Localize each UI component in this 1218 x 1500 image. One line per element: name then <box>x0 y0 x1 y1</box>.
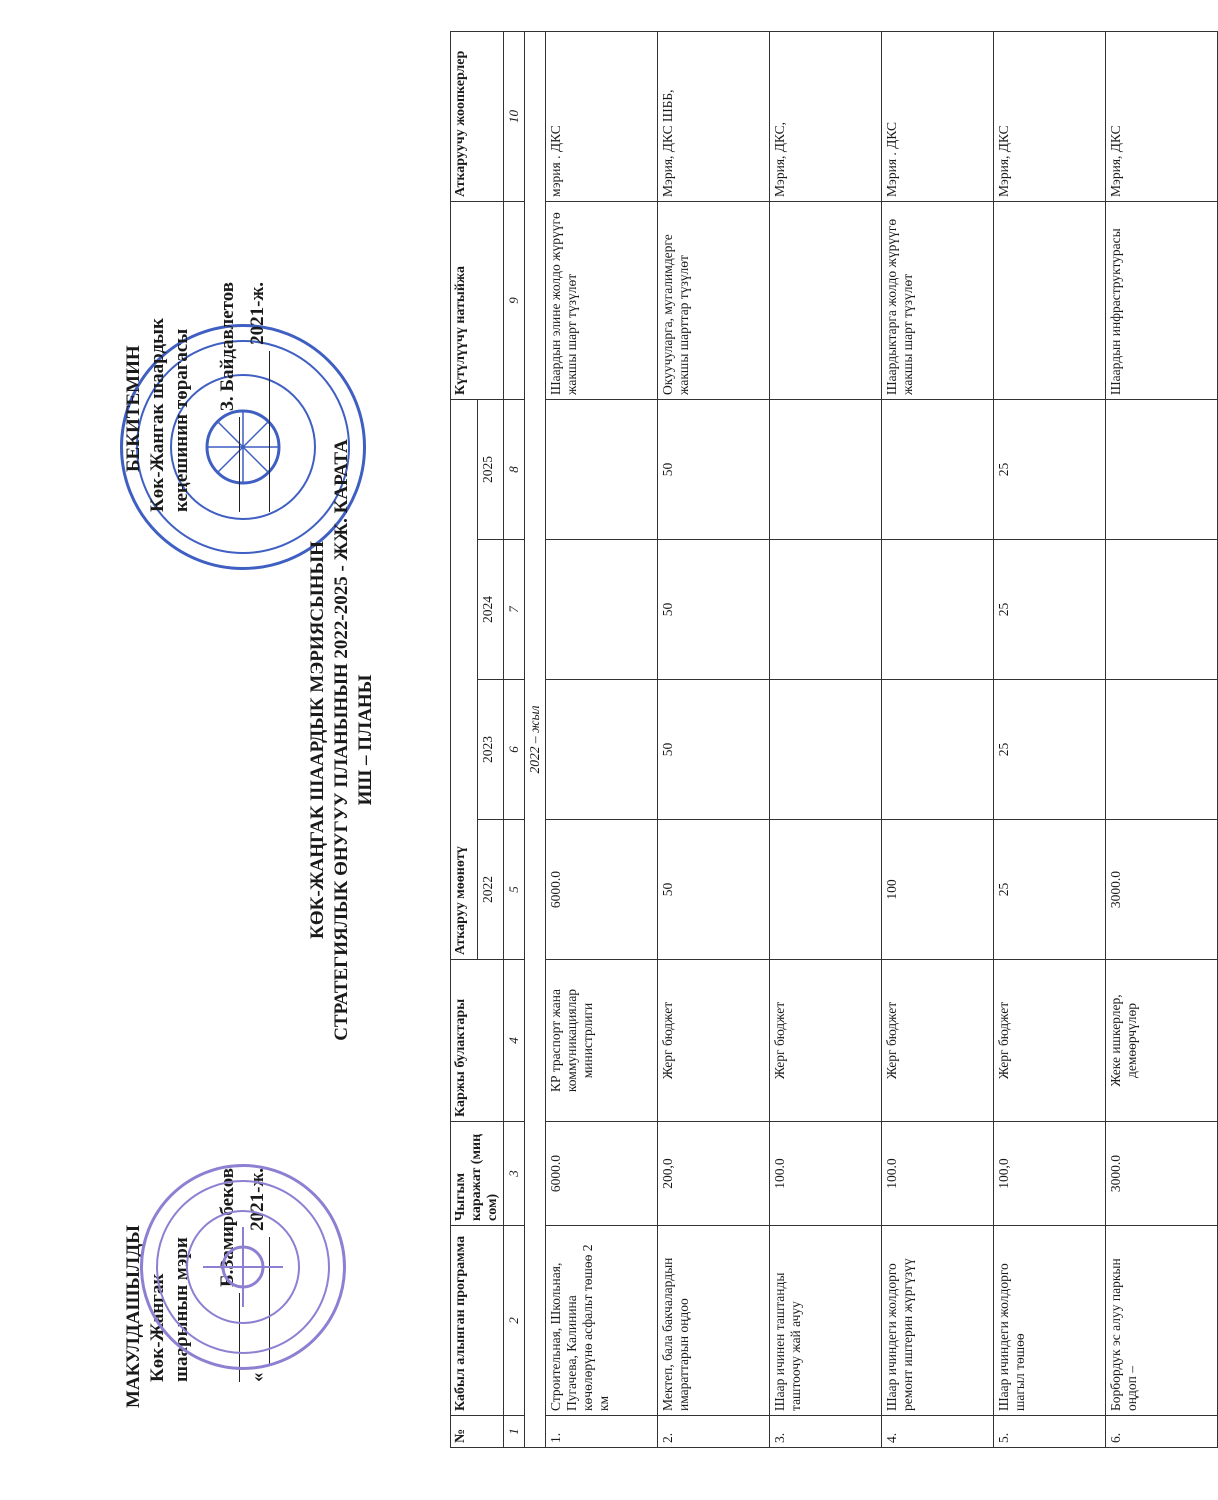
cell-y2024 <box>546 540 658 680</box>
cell-source: Жерг бюджет <box>658 960 770 1122</box>
cell-program: Шаар ичинен таштанды таштоочу жай ачуу <box>770 1226 882 1416</box>
column-number: 2 <box>504 1226 525 1416</box>
cell-y2022: 50 <box>658 820 770 960</box>
official-stamp-left <box>140 1164 346 1370</box>
column-number: 10 <box>504 31 525 201</box>
cell-cost: 3000.0 <box>1106 1122 1218 1226</box>
stamp-seal-icon <box>148 1172 338 1362</box>
cell-y2023: 25 <box>994 680 1106 820</box>
column-number: 3 <box>504 1122 525 1226</box>
header-year: 2024 <box>477 540 504 680</box>
approval-line: шаарынын мэри <box>171 1237 192 1382</box>
table-body <box>546 31 1218 1447</box>
cell-y2023 <box>546 680 658 820</box>
cell-result: Окуучуларга, мугалимдерге жакшы шарттар түзүлөт <box>658 201 770 399</box>
column-number: 5 <box>504 820 525 960</box>
approval-heading: МАКУЛДАШЫЛДЫ <box>123 1225 144 1408</box>
cell-cost: 200,0 <box>658 1122 770 1226</box>
table-row <box>658 31 770 1447</box>
table-row <box>1106 31 1218 1447</box>
table-header-row <box>451 31 478 1447</box>
cell-y2023 <box>770 680 882 820</box>
cell-y2022: 6000.0 <box>546 820 658 960</box>
cell-result: Шаардыктарга жолдо жүрүүгө жакшы шарт түзүлөт <box>882 201 994 399</box>
table-row <box>882 31 994 1447</box>
cell-y2023: 50 <box>658 680 770 820</box>
approval-heading: БЕКИТЕМИН <box>123 345 144 472</box>
cell-y2025 <box>882 399 994 539</box>
approval-block-council <box>122 282 270 512</box>
cell-y2024: 50 <box>658 540 770 680</box>
cell-result: Шаардын инфраструктурасы <box>1106 201 1218 399</box>
column-number: 4 <box>504 960 525 1122</box>
column-number: 7 <box>504 540 525 680</box>
column-number: 9 <box>504 201 525 399</box>
title-line: КӨК-ЖАҢГАК ШААРДЫК МЭРИЯСЫНЫН <box>307 541 328 939</box>
cell-no: 1. <box>546 1416 658 1448</box>
table-row <box>770 31 882 1447</box>
table-row <box>994 31 1106 1447</box>
header-source: Каржы булактары <box>451 960 504 1122</box>
cell-source: Жерг бюджет <box>882 960 994 1122</box>
cell-y2025 <box>770 399 882 539</box>
column-number: 6 <box>504 680 525 820</box>
table-row <box>546 31 658 1447</box>
cell-y2024 <box>882 540 994 680</box>
header-cost: Чыгым каражат (миң сом) <box>451 1122 504 1226</box>
cell-y2025 <box>1106 399 1218 539</box>
cell-y2023 <box>882 680 994 820</box>
cell-executors: мэрия . ДКС <box>546 31 658 201</box>
cell-source: Жерг бюджет <box>994 960 1106 1122</box>
cell-result <box>770 201 882 399</box>
date-text: 2021-ж. <box>247 282 268 345</box>
cell-y2024 <box>1106 540 1218 680</box>
cell-executors: Мэрия, ДКС, <box>770 31 882 201</box>
cell-result: Шаардын элине жолдо жүрүүгө жакшы шарт түзүлөт <box>546 201 658 399</box>
signatory-name: Б.Замирбеков <box>217 1168 238 1287</box>
cell-executors: Мэрия, ДКС <box>994 31 1106 201</box>
column-number-row <box>504 31 525 1447</box>
cell-source: Жеке ишкерлер, демөөрчүлөр <box>1106 960 1218 1122</box>
header-year: 2023 <box>477 680 504 820</box>
year-section-row <box>525 31 546 1447</box>
column-number: 1 <box>504 1416 525 1448</box>
date-prefix: « <box>247 1372 268 1382</box>
approval-line: Көк-Жангак <box>147 1273 168 1382</box>
cell-cost: 100.0 <box>770 1122 882 1226</box>
cell-y2024 <box>770 540 882 680</box>
cell-no: 4. <box>882 1416 994 1448</box>
cell-cost: 100.0 <box>882 1122 994 1226</box>
work-plan-table <box>450 31 1218 1448</box>
approval-line: кеңешинин төрагасы <box>171 328 192 512</box>
cell-no: 3. <box>770 1416 882 1448</box>
cell-executors: Мэрия . ДКС <box>882 31 994 201</box>
header-period: Аткаруу мөөнөтү <box>451 399 478 959</box>
cell-program: Борбордук эс алуу паркын оңдоп – <box>1106 1226 1218 1416</box>
cell-y2022 <box>770 820 882 960</box>
cell-source: Жерг бюджет <box>770 960 882 1122</box>
cell-y2024: 25 <box>994 540 1106 680</box>
approval-line: Көк-Жангак шаардык <box>147 318 168 512</box>
date-line <box>251 351 270 512</box>
title-line: ИШ – ПЛАНЫ <box>355 674 376 806</box>
header-no: № <box>451 1416 504 1448</box>
cell-y2025: 25 <box>994 399 1106 539</box>
signature-line <box>221 417 240 512</box>
cell-no: 5. <box>994 1416 1106 1448</box>
cell-y2022: 100 <box>882 820 994 960</box>
header-year: 2025 <box>477 399 504 539</box>
cell-program: Шаар ичиндеги жолдорго шагыл төшөө <box>994 1226 1106 1416</box>
cell-y2025: 50 <box>658 399 770 539</box>
year-section-label: 2022 – жыл <box>525 31 546 1447</box>
title-line: СТРАТЕГИЯЛЫК ӨНУГУУ ПЛАНЫНЫН 2022-2025 - ЖЖ. КАРАТА <box>331 439 352 1041</box>
document-title <box>306 310 378 1170</box>
cell-y2022: 25 <box>994 820 1106 960</box>
cell-cost: 6000.0 <box>546 1122 658 1226</box>
cell-result <box>994 201 1106 399</box>
cell-program: Шаар ичиндеги жолдорго ремонт иштерин жүргүзүү <box>882 1226 994 1416</box>
cell-cost: 100,0 <box>994 1122 1106 1226</box>
cell-no: 6. <box>1106 1416 1218 1448</box>
cell-executors: Мэрия, ДКС <box>1106 31 1218 201</box>
cell-y2022: 3000.0 <box>1106 820 1218 960</box>
cell-no: 2. <box>658 1416 770 1448</box>
cell-y2025 <box>546 399 658 539</box>
header-result: Күтүлүүчү натыйжа <box>451 201 504 399</box>
date-text: 2021-ж. <box>247 1168 268 1231</box>
cell-program: Мектеп, бала бакчалардын имараттарын оңдоо <box>658 1226 770 1416</box>
header-executors: Аткаруучу жоопкерлер <box>451 31 504 201</box>
cell-executors: Мэрия, ДКС ШББ, <box>658 31 770 201</box>
signatory-name: З. Байдавлетов <box>217 282 238 412</box>
column-number: 8 <box>504 399 525 539</box>
cell-program: Строительная, Школьная, Пугачева, Калинина көчөлөрүнө асфальт төшөө 2 км <box>546 1226 658 1416</box>
cell-source: КР траспорт жана коммуникациялар министрлиги <box>546 960 658 1122</box>
cell-y2023 <box>1106 680 1218 820</box>
header-program: Кабыл алынган программа <box>451 1226 504 1416</box>
header-year: 2022 <box>477 820 504 960</box>
